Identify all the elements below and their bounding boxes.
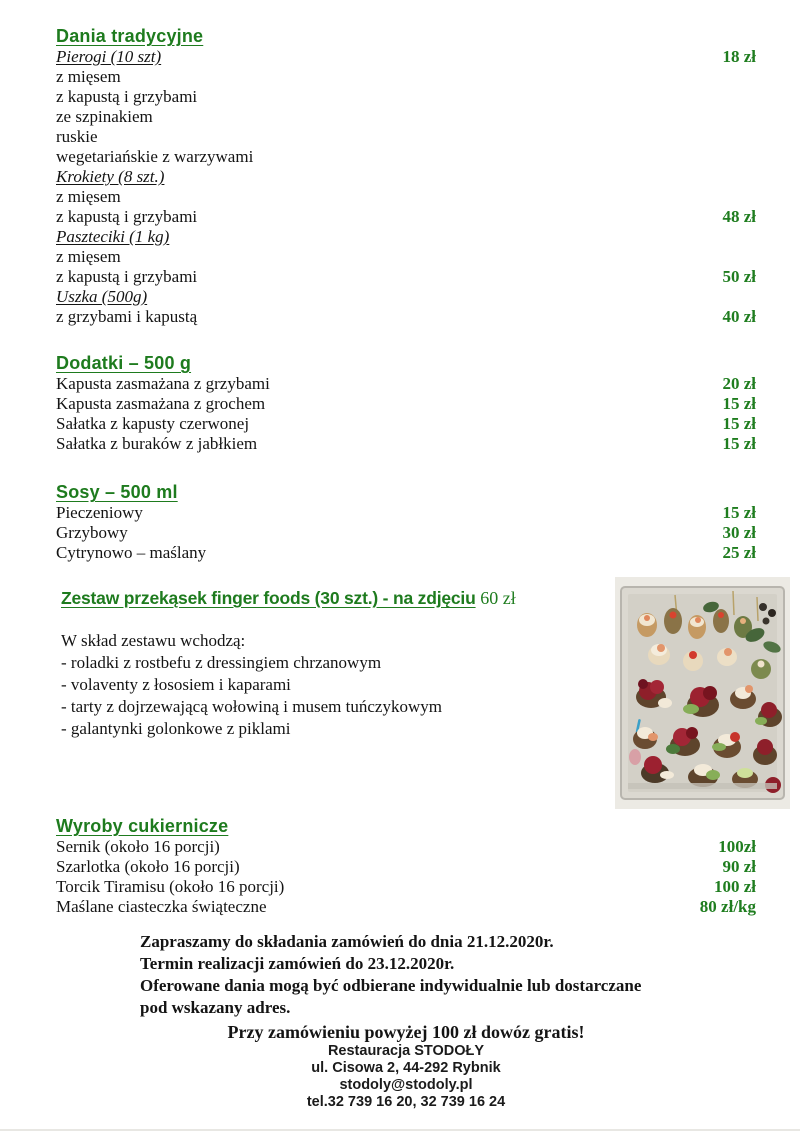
- menu-row: [56, 543, 756, 563]
- dish-price: 40 zł: [722, 307, 756, 326]
- dish-label: Pieczeniowy: [56, 503, 143, 522]
- dish-price: 20 zł: [722, 374, 756, 393]
- dish-price: 100 zł: [713, 877, 756, 896]
- section-wyroby-cukiernicze: [56, 816, 756, 917]
- finger-foods-item: - tarty z dojrzewającą wołowiną i musem tuńczykowym: [61, 697, 442, 716]
- menu-rows-sosy: [56, 503, 756, 563]
- dish-label: z grzybami i kapustą: [56, 307, 198, 326]
- delivery-promo: Przy zamówieniu powyżej 100 zł dowóz gratis!: [227, 1022, 585, 1042]
- dish-label: Krokiety (8 szt.): [56, 167, 165, 186]
- dish-price: 15 zł: [722, 394, 756, 413]
- dish-price: 100zł: [718, 837, 756, 856]
- finger-foods-title: [61, 587, 617, 610]
- section-title-dodatki: Dodatki – 500 g: [56, 353, 192, 373]
- dish-price: 90 zł: [722, 857, 756, 876]
- menu-row: [56, 267, 756, 287]
- menu-row: [56, 414, 756, 434]
- menu-row: [56, 523, 756, 543]
- dish-label: z mięsem: [56, 67, 121, 86]
- menu-row: [56, 857, 756, 877]
- dish-label: Sernik (około 16 porcji): [56, 837, 220, 856]
- contact-line: tel.32 739 16 20, 32 739 16 24: [306, 1094, 506, 1110]
- dish-label: Maślane ciasteczka świąteczne: [56, 897, 267, 916]
- order-note-line: Oferowane dania mogą być odbierane indywidualnie lub dostarczane: [140, 976, 642, 995]
- menu-row: [56, 167, 756, 187]
- finger-foods-item: - roladki z rostbefu z dressingiem chrzanowym: [61, 653, 382, 672]
- menu-row: [56, 897, 756, 917]
- menu-rows-dania: [56, 47, 756, 327]
- restaurant-contact: [56, 1043, 756, 1111]
- dish-label: z mięsem: [56, 247, 121, 266]
- menu-row: [56, 307, 756, 327]
- menu-row: [56, 394, 756, 414]
- order-note-line: Termin realizacji zamówień do 23.12.2020r.: [140, 954, 455, 973]
- menu-row: [56, 287, 756, 307]
- menu-rows-dodatki: [56, 374, 756, 454]
- dish-price: 30 zł: [722, 523, 756, 542]
- finger-foods-photo-graphic: [615, 577, 790, 809]
- dish-price: 25 zł: [722, 543, 756, 562]
- dish-label: Sałatka z kapusty czerwonej: [56, 414, 250, 433]
- dish-label: z mięsem: [56, 187, 121, 206]
- section-title-sosy: Sosy – 500 ml: [56, 482, 178, 502]
- dish-label: Uszka (500g): [56, 287, 148, 306]
- section-dodatki: [56, 353, 756, 454]
- dish-price: 50 zł: [722, 267, 756, 286]
- menu-row: [56, 434, 756, 454]
- menu-content: [56, 0, 756, 1111]
- dish-price: 15 zł: [722, 503, 756, 522]
- dish-label: ruskie: [56, 127, 98, 146]
- menu-row: [56, 374, 756, 394]
- menu-row: [56, 67, 756, 87]
- section-title-wyroby: Wyroby cukiernicze: [56, 816, 229, 836]
- order-note-line: pod wskazany adres.: [140, 998, 291, 1017]
- menu-row: [56, 127, 756, 147]
- section-title-dania: Dania tradycyjne: [56, 26, 204, 46]
- menu-row: [56, 227, 756, 247]
- finger-foods-list: [61, 652, 617, 740]
- order-note-line: Zapraszamy do składania zamówień do dnia 21.12.2020r.: [140, 932, 554, 951]
- menu-row: [56, 207, 756, 227]
- menu-row: [56, 87, 756, 107]
- section-sosy: [56, 482, 756, 563]
- dish-label: Pierogi (10 szt): [56, 47, 162, 66]
- menu-row: [56, 147, 756, 167]
- finger-foods-title-text: Zestaw przekąsek finger foods (30 szt.) - na zdjęciu: [61, 588, 476, 608]
- dish-price: 18 zł: [722, 47, 756, 66]
- contact-line: ul. Cisowa 2, 44-292 Rybnik: [311, 1060, 501, 1076]
- dish-price: 80 zł/kg: [699, 897, 756, 916]
- dish-label: Grzybowy: [56, 523, 128, 542]
- finger-foods-price: 60 zł: [480, 588, 516, 608]
- dish-label: Paszteciki (1 kg): [56, 227, 170, 246]
- finger-foods-item: - volaventy z łososiem i kaparami: [61, 675, 291, 694]
- dish-label: z kapustą i grzybami: [56, 87, 198, 106]
- dish-label: Kapusta zasmażana z grochem: [56, 394, 266, 413]
- contact-line: Restauracja STODOŁY: [327, 1043, 485, 1059]
- dish-label: Sałatka z buraków z jabłkiem: [56, 434, 258, 453]
- section-dania-tradycyjne: [56, 26, 756, 327]
- menu-row: [56, 877, 756, 897]
- menu-row: [56, 47, 756, 67]
- finger-foods-photo: [615, 577, 790, 809]
- dish-label: Cytrynowo – maślany: [56, 543, 207, 562]
- dish-label: wegetariańskie z warzywami: [56, 147, 254, 166]
- dish-price: 15 zł: [722, 414, 756, 433]
- menu-row: [56, 837, 756, 857]
- finger-foods-item: - galantynki golonkowe z piklami: [61, 719, 291, 738]
- menu-row: [56, 107, 756, 127]
- contact-line: stodoly@stodoly.pl: [339, 1077, 473, 1093]
- section-finger-foods: [61, 587, 617, 740]
- dish-label: Szarlotka (około 16 porcji): [56, 857, 240, 876]
- dish-label: Kapusta zasmażana z grzybami: [56, 374, 270, 393]
- menu-row: [56, 187, 756, 207]
- dish-label: ze szpinakiem: [56, 107, 153, 126]
- dish-label: z kapustą i grzybami: [56, 267, 198, 286]
- dish-label: Torcik Tiramisu (około 16 porcji): [56, 877, 285, 896]
- menu-rows-wyroby: [56, 837, 756, 917]
- dish-label: z kapustą i grzybami: [56, 207, 198, 226]
- order-notes: [140, 931, 756, 1019]
- menu-row: [56, 247, 756, 267]
- menu-row: [56, 503, 756, 523]
- dish-price: 48 zł: [722, 207, 756, 226]
- finger-foods-intro: W skład zestawu wchodzą:: [61, 631, 246, 650]
- dish-price: 15 zł: [722, 434, 756, 453]
